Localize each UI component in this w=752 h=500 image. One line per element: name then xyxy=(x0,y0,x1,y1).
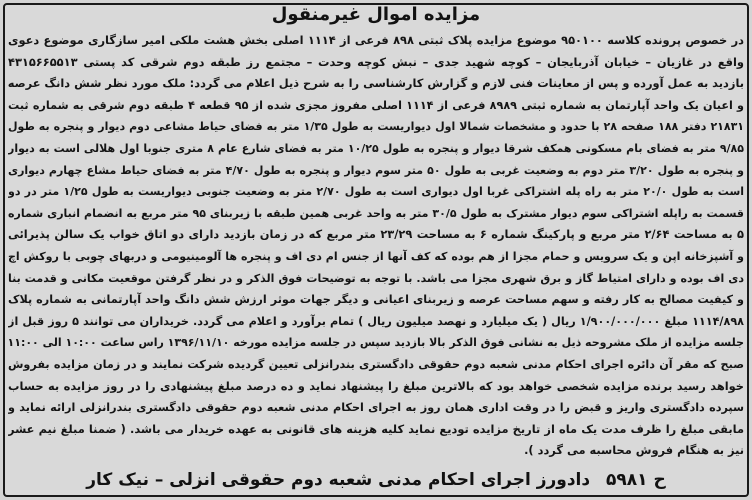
notice-line: سپرده دادگستری واریز و قبض را در وقت اداری همان روز به اجرای احکام مدنی شعبه دوم حقوقی دادگستری بندرانزلی ارائه نماید و xyxy=(8,401,744,415)
notice-line: و آشپزخانه اپن و یک سرویس و حمام مجزا از هم بوده که کف آنها از جنس ام دی اف و پنجره ها آلومینیومی و دربهای چوبی با روکش اچ xyxy=(8,249,744,263)
notice-line: نیز به هنگام فروش محاسبه می گردد ). xyxy=(524,443,744,458)
notice-line: و پنجره به طول ۳/۲۰ متر دوم به وضعیت غربی به طول ۵۰ متر سوم دیوار و پنجره به طول ۴/۷۰ متر به فضای حیاط مشاع چهارم دیواری xyxy=(8,163,744,177)
notice-line: جلسه مزایده از ملک مشروحه ذیل به نشانی فوق الذکر بالا بازدید سپس در جلسه مزایده مورخه ۱۳۹۶/۱۱/۱۰ راس ساعت ۱۰:۰۰ الی ۱۱:۰۰ xyxy=(8,336,744,350)
notice-footer xyxy=(0,470,752,490)
notice-line: ۱۱۱۴/۸۹۸ مبلغ ۱/۹۰۰/۰۰۰/۰۰۰ ریال ( یک میلیارد و نهصد میلیون ریال ) تمام برآورد و اعلام می گردد. خریداران می توانند ۵ روز قبل از xyxy=(8,314,744,328)
notice-line: دی اف بوده و دارای امتیاط گاز و برق شهری مجزا می باشد. با توجه به توضیحات فوق الذکر و در نظر گرفتن موقعیت مکانی و قدمت بنا xyxy=(8,271,744,285)
notice-line: ۲۱۸۳۱ دفتر ۱۸۸ صفحه ۲۸ با حدود و مشخصات شمالا اول دیواریست به طول ۱/۳۵ متر به فضای حیاط مشاعی دوم دیوار و پنجره به طول xyxy=(8,120,744,134)
notice-line: بازدید به عمل آورده و پس از معاینات فنی لازم و گزارش کارشناسی را به شرح ذیل اعلام می گردد: ملک مورد نظر شش دانگ عرصه xyxy=(8,76,744,91)
notice-line: در خصوص پرونده کلاسه ۹۵۰۱۰۰ موضوع مزایده پلاک ثبتی ۸۹۸ فرعی از ۱۱۱۴ اصلی بخش هشت ملکی امیر سازگاری موضوع دعوی xyxy=(8,33,744,47)
notice-line: ۵ به مساحت ۲/۶۴ متر مربع و پارکینگ شماره ۶ به مساحت ۲۳/۲۹ متر مربع که در زمان بازدید دارای دو اتاق خواب یک سالن پذیرائی xyxy=(8,227,744,242)
notice-line: و کیفیت مصالح به کار رفته و سهم مساحت عرصه و زیربنای اعیانی و دیگر جهات موثر ارزش شش دانگ واحد آپارتمانی به شماره پلاک xyxy=(8,293,744,307)
notice-line: صبح که مقر آن دائره اجرای احکام مدنی شعبه دوم حقوقی دادگستری بندرانزلی تعیین گردیده شرکت نمایند و در زمان مزایده بفروش xyxy=(8,357,744,371)
notice-line: و اعیان یک واحد آپارتمان به شماره ثبتی ۸۹۸۹ فرعی از ۱۱۱۴ اصلی مفروز مجزی شده از ۹۵ قطعه ۴ طبقه دوم شرقی به شماره ثبت xyxy=(8,98,744,112)
notice-line: واقع در غازیان – خیابان آذربایجان – کوچه شهید جدی – نبش کوچه وحدت – مجتمع رز طبقه دوم شرقی کد پستی ۴۳۱۵۶۶۵۵۱۳ xyxy=(8,54,744,69)
notice-line: قسمت به راپله اشتراکی سوم دیوار مشترک به طول ۳۰/۵ متر به واحد غربی همین طبقه با زیربنای ۹۵ متر مربع به انضمام انباری شماره xyxy=(8,206,744,220)
notice-line: مابقی مبلغ را ظرف مدت یک ماه از تاریخ مزایده تودیع نماید کلیه هزینه های قانونی به عهده خریدار می باشد. ( ضمنا مبلغ نیم عشر xyxy=(8,421,744,436)
notice-line: ۹/۸۵ متر به فضای بام مسکونی همکف شرقا دیوار و پنجره به طول ۱۰/۲۵ متر به فضای شارع عام ۸ متری جنوبا اول هلالی است به دیوار xyxy=(8,141,744,155)
notice-line: خواهد رسید برنده مزایده شخصی خواهد بود که بالاترین مبلغ را پیشنهاد نماید و ده درصد مبلغ پیشنهادی را در روز مزایده به حساب xyxy=(8,378,744,393)
notice-title: مزایده اموال غیرمنقول xyxy=(271,4,481,25)
notice-body xyxy=(8,30,744,462)
notice-line: است به طول ۲۰/۰ متر به راه پله اشتراکی غربا اول دیواری است به طول ۲/۷۰ متر به وضعیت جنوبی دیواریست به طول ۱/۲۵ متر در دو xyxy=(8,185,744,199)
notice-code: ح ۵۹۸۱ xyxy=(606,470,666,490)
notice-signature: دادورز اجرای احکام مدنی شعبه دوم حقوقی انزلی – نیک کار xyxy=(86,470,591,490)
